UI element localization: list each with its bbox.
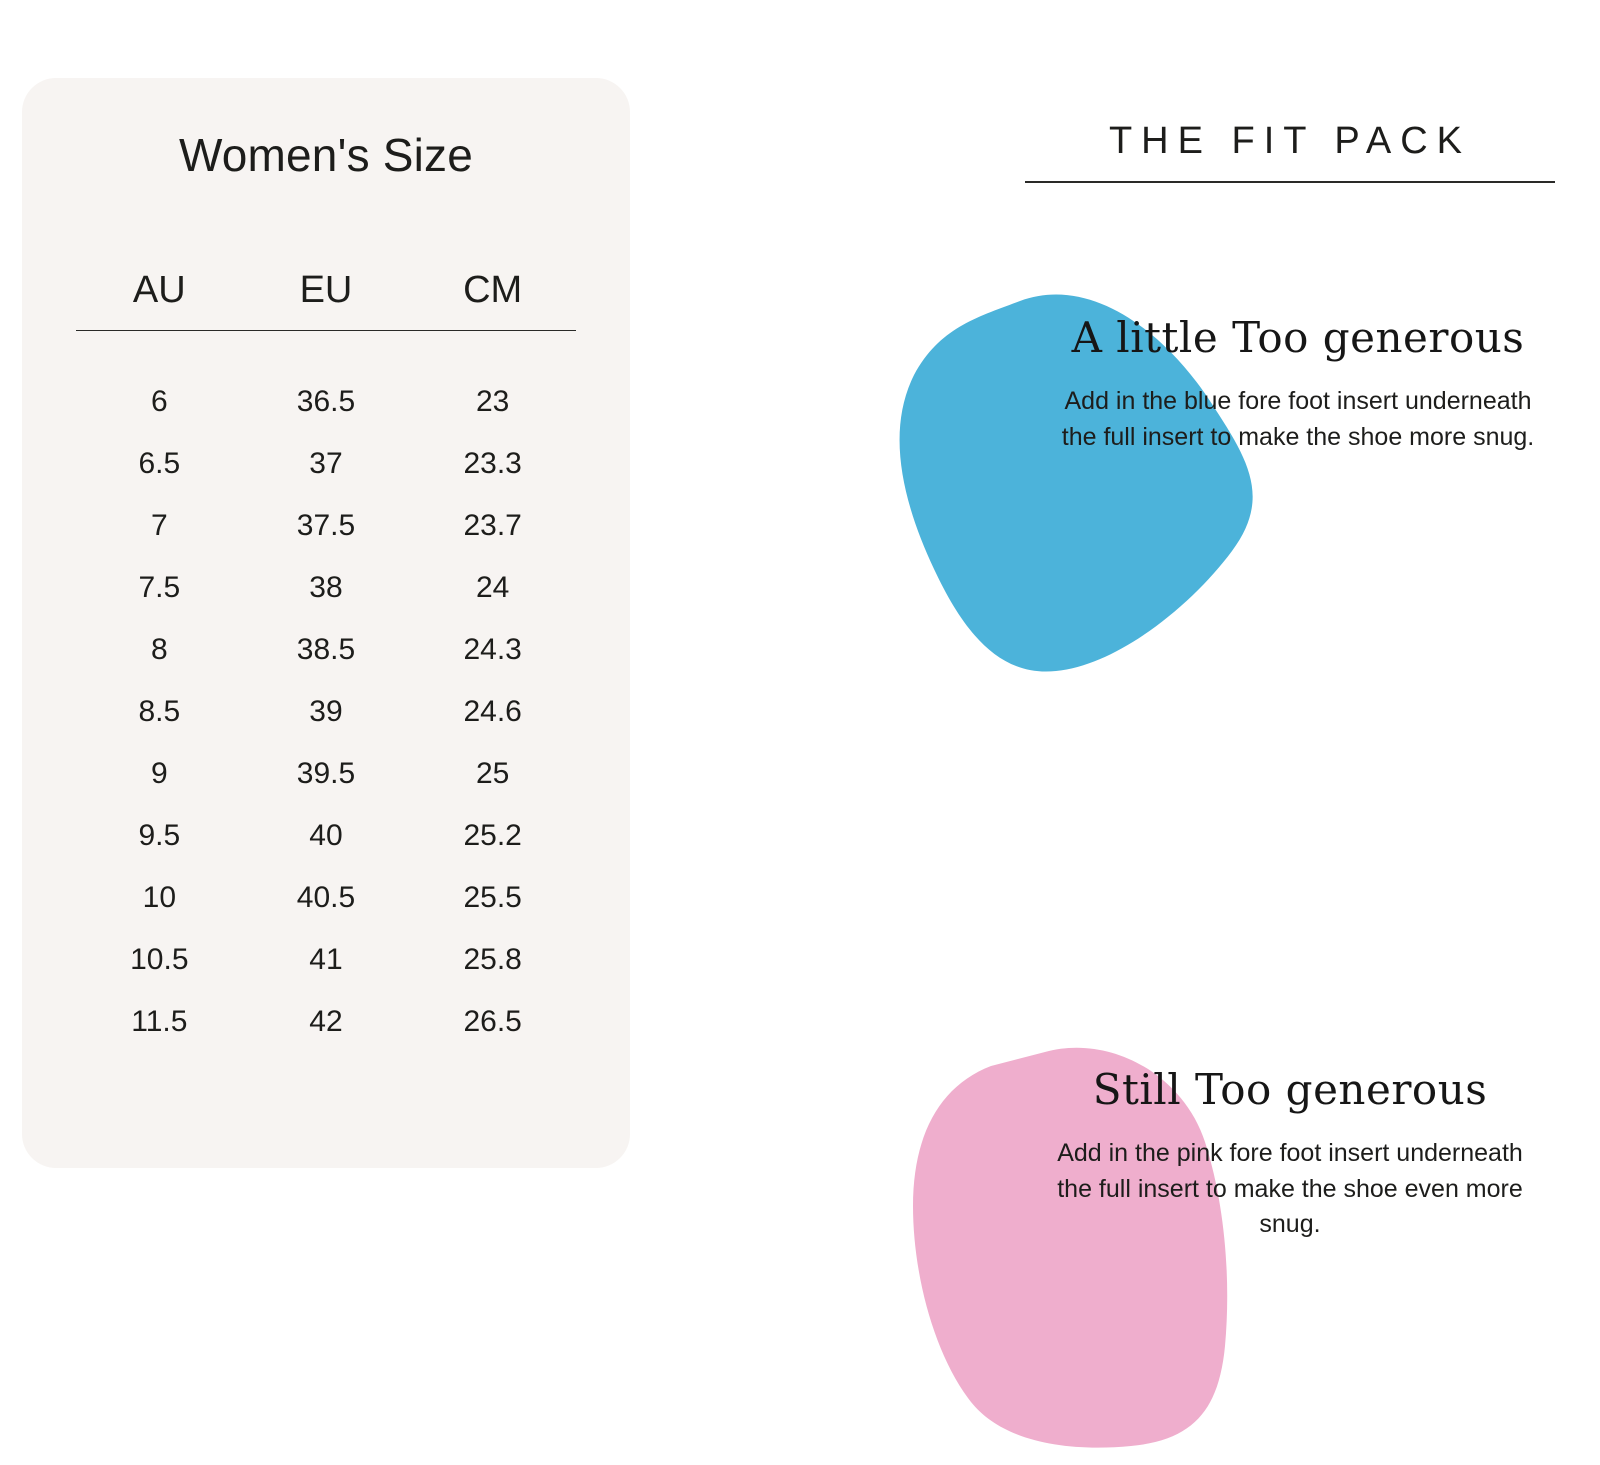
blue-block-text — [1048, 313, 1548, 455]
table-row — [76, 331, 576, 434]
cell-eu: 41 — [309, 943, 343, 976]
column-header-cm: CM — [463, 269, 523, 311]
cell-au: 8 — [150, 633, 168, 666]
cell-au: 7 — [150, 509, 168, 542]
cell-au: 9 — [150, 757, 168, 790]
cell-au: 9.5 — [138, 819, 181, 852]
cell-au: 7.5 — [138, 571, 181, 604]
fit-pack-block-blue — [1000, 313, 1580, 455]
size-chart-table — [76, 268, 576, 1053]
cell-au: 10 — [142, 881, 177, 914]
cell-cm: 23.3 — [463, 447, 522, 480]
table-row — [76, 495, 576, 557]
cell-eu: 38.5 — [296, 633, 356, 666]
table-header-row — [76, 268, 576, 331]
cell-au: 8.5 — [138, 695, 181, 728]
column-header-au: AU — [132, 269, 186, 311]
cell-cm: 23 — [475, 385, 510, 418]
cell-eu: 37 — [309, 447, 343, 480]
cell-cm: 24.6 — [463, 695, 522, 728]
table-row — [76, 867, 576, 929]
pink-block-heading: Still Too generous — [1092, 1065, 1488, 1114]
table-row — [76, 929, 576, 991]
cell-cm: 25.5 — [463, 881, 522, 914]
table-row — [76, 681, 576, 743]
cell-eu: 38 — [309, 571, 343, 604]
column-header-eu: EU — [299, 269, 353, 311]
fit-pack-block-pink — [1000, 1065, 1580, 1243]
cell-eu: 39.5 — [296, 757, 356, 790]
cell-au: 11.5 — [131, 1005, 188, 1038]
table-row — [76, 619, 576, 681]
blue-block-heading: A little Too generous — [1071, 313, 1525, 362]
cell-eu: 39 — [309, 695, 343, 728]
blue-block-body: Add in the blue fore foot insert underneath the full insert to make the shoe more snug. — [1061, 387, 1535, 451]
table-row — [76, 743, 576, 805]
cell-eu: 42 — [309, 1005, 343, 1038]
cell-cm: 24 — [475, 571, 510, 604]
table-row — [76, 557, 576, 619]
cell-eu: 36.5 — [296, 385, 356, 418]
cell-cm: 25.8 — [463, 943, 522, 976]
cell-au: 6 — [150, 385, 168, 418]
cell-au: 6.5 — [138, 447, 181, 480]
table-row — [76, 433, 576, 495]
cell-cm: 23.7 — [463, 509, 522, 542]
cell-cm: 24.3 — [463, 633, 522, 666]
fit-pack-title: THE FIT PACK — [1025, 120, 1555, 183]
size-chart-title: Women's Size — [178, 129, 474, 181]
table-row — [76, 991, 576, 1053]
pink-block-body: Add in the pink fore foot insert underneath the full insert to make the shoe even more snug. — [1057, 1139, 1523, 1238]
table-row — [76, 805, 576, 867]
cell-au: 10.5 — [130, 943, 189, 976]
cell-eu: 40 — [309, 819, 343, 852]
fit-pack-panel — [1000, 120, 1580, 1238]
size-chart-card — [22, 78, 630, 1168]
cell-eu: 37.5 — [296, 509, 356, 542]
cell-cm: 26.5 — [463, 1005, 522, 1038]
pink-block-text — [1040, 1065, 1540, 1243]
cell-cm: 25 — [475, 757, 510, 790]
cell-cm: 25.2 — [463, 819, 522, 852]
cell-eu: 40.5 — [296, 881, 356, 914]
